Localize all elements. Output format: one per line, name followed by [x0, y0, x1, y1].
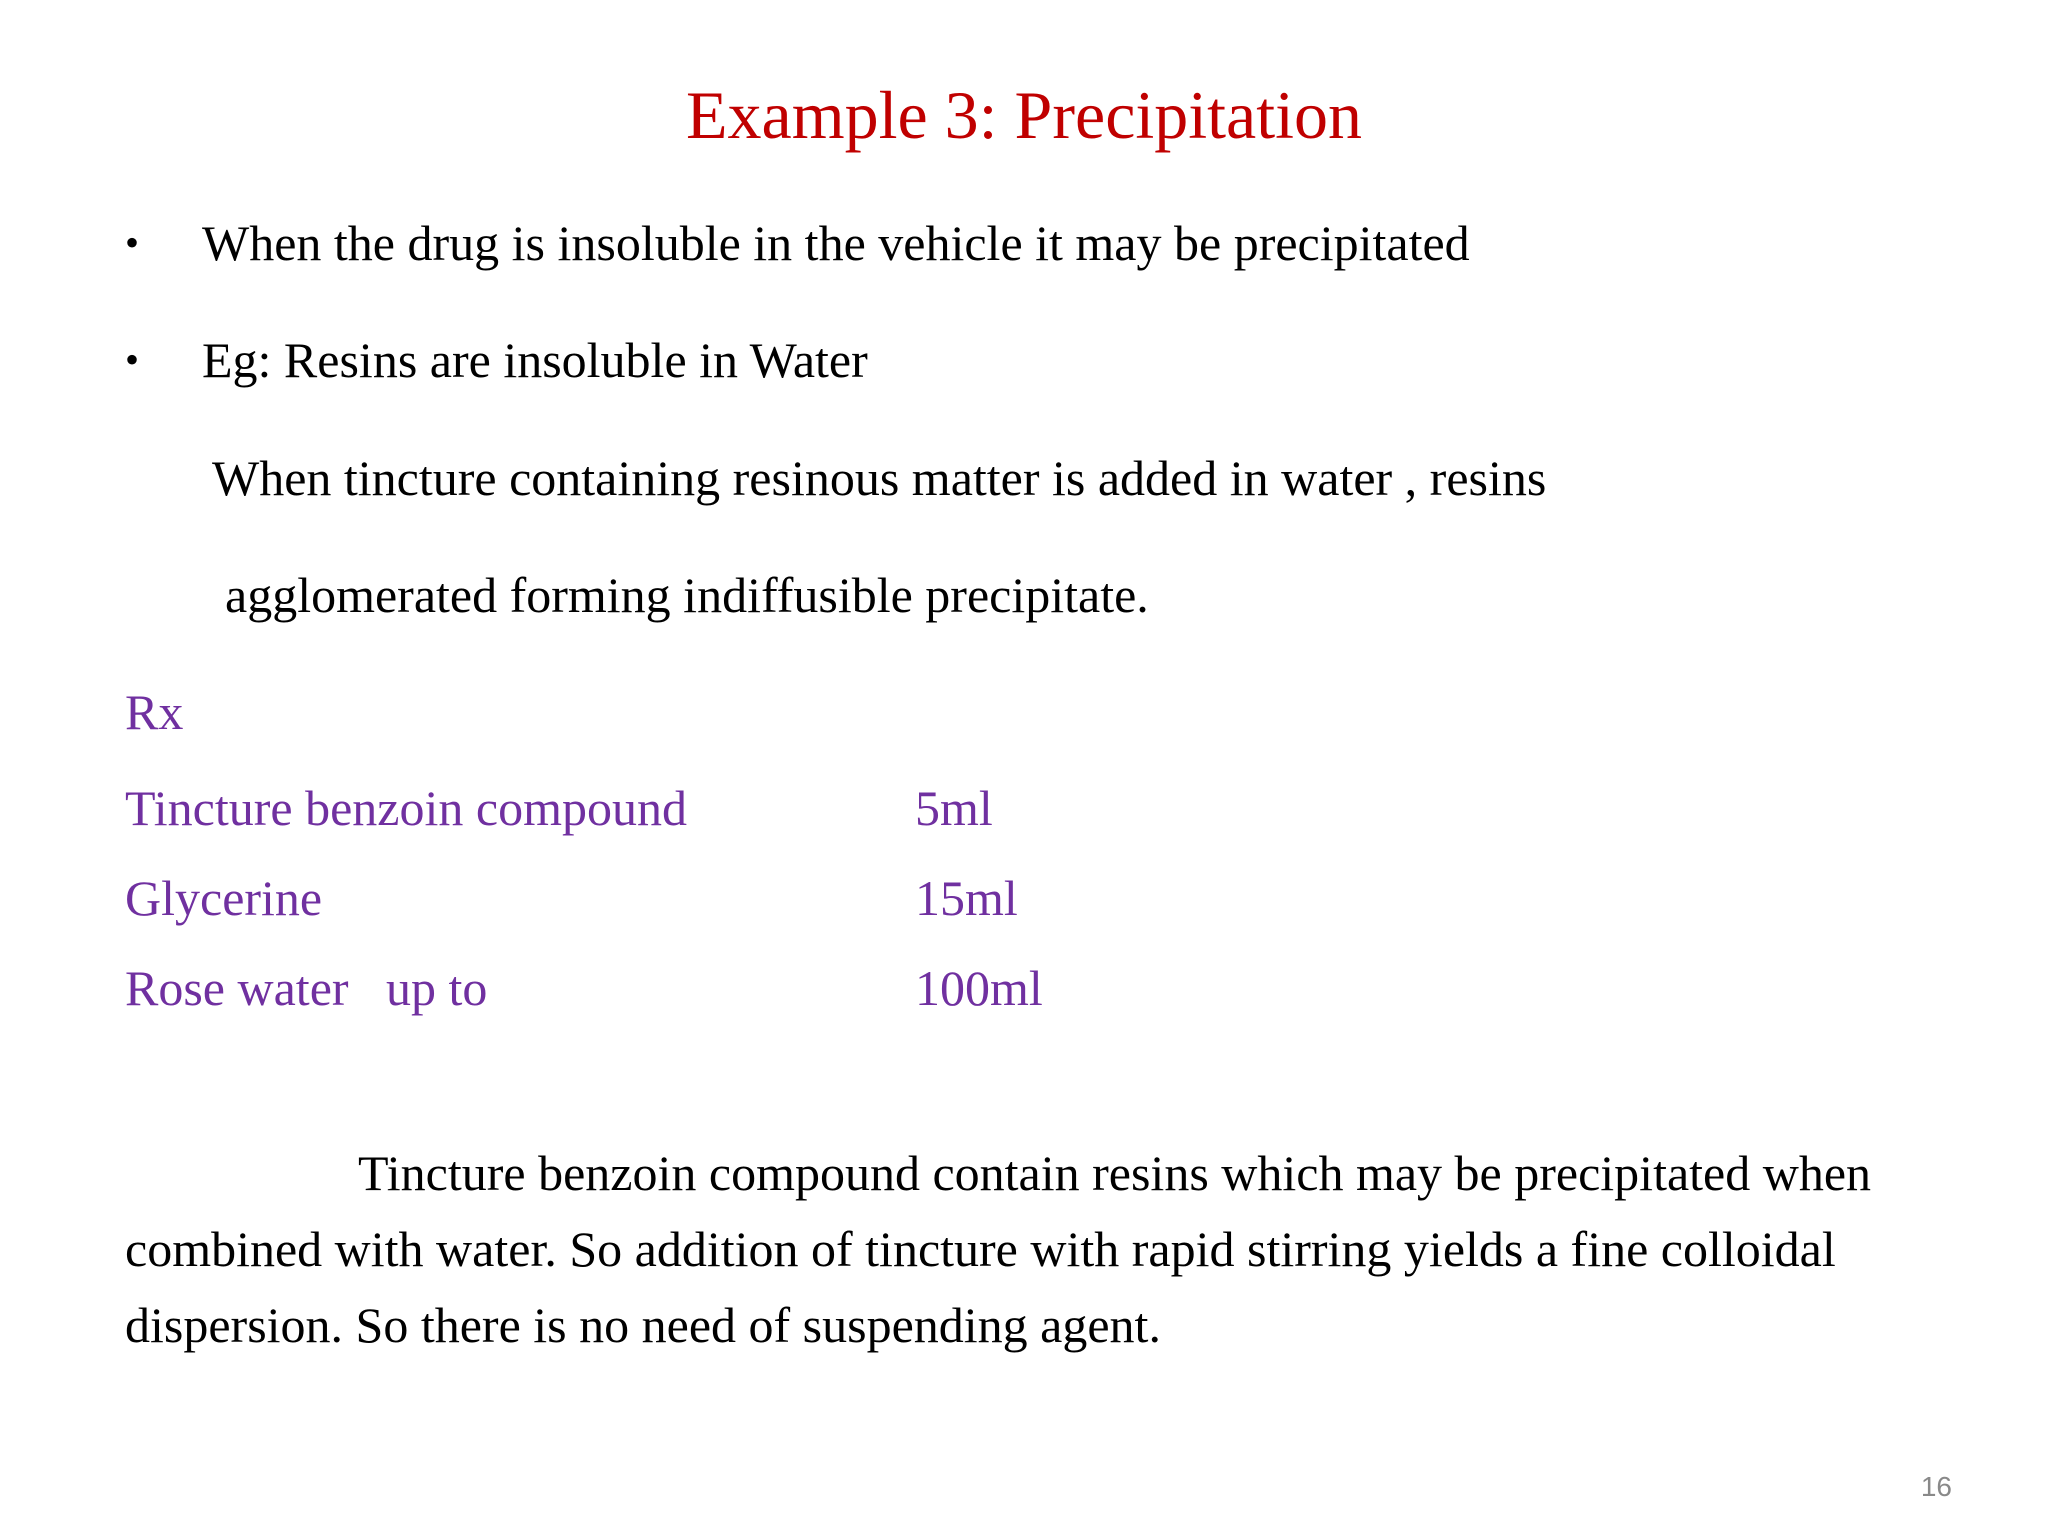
ingredient-name: Glycerine [125, 870, 323, 926]
prescription-row [125, 868, 1225, 928]
prescription-row [125, 958, 1225, 1018]
continuation-line: When tincture containing resinous matter is added in water , resins [212, 450, 1547, 506]
bullet-marker: • [125, 337, 140, 382]
ingredient-quantity: 15ml [915, 870, 1018, 926]
page-number: 16 [1920, 1471, 1952, 1502]
slide-title: Example 3: Precipitation [685, 77, 1363, 153]
ingredient-quantity: 100ml [915, 960, 1043, 1016]
bullet-text: Eg: Resins are insoluble in Water [202, 332, 868, 388]
prescription-heading: Rx [125, 684, 184, 740]
bullet-marker: • [125, 220, 140, 265]
ingredient-quantity: 5ml [915, 780, 993, 836]
ingredient-name: Rose water up to [125, 960, 488, 1016]
prescription-row [125, 778, 1225, 838]
explanation-paragraph: Tincture benzoin compound contain resins which may be precipitated when combined with water. So addition of tincture with rapid stirring yields a fine colloidal dispersion. So there is no need of suspending agent. [125, 1145, 1872, 1353]
bullet-text: When the drug is insoluble in the vehicle it may be precipitated [202, 215, 1470, 271]
ingredient-name: Tincture benzoin compound [125, 780, 687, 836]
continuation-line: agglomerated forming indiffusible precipitate. [225, 567, 1149, 623]
